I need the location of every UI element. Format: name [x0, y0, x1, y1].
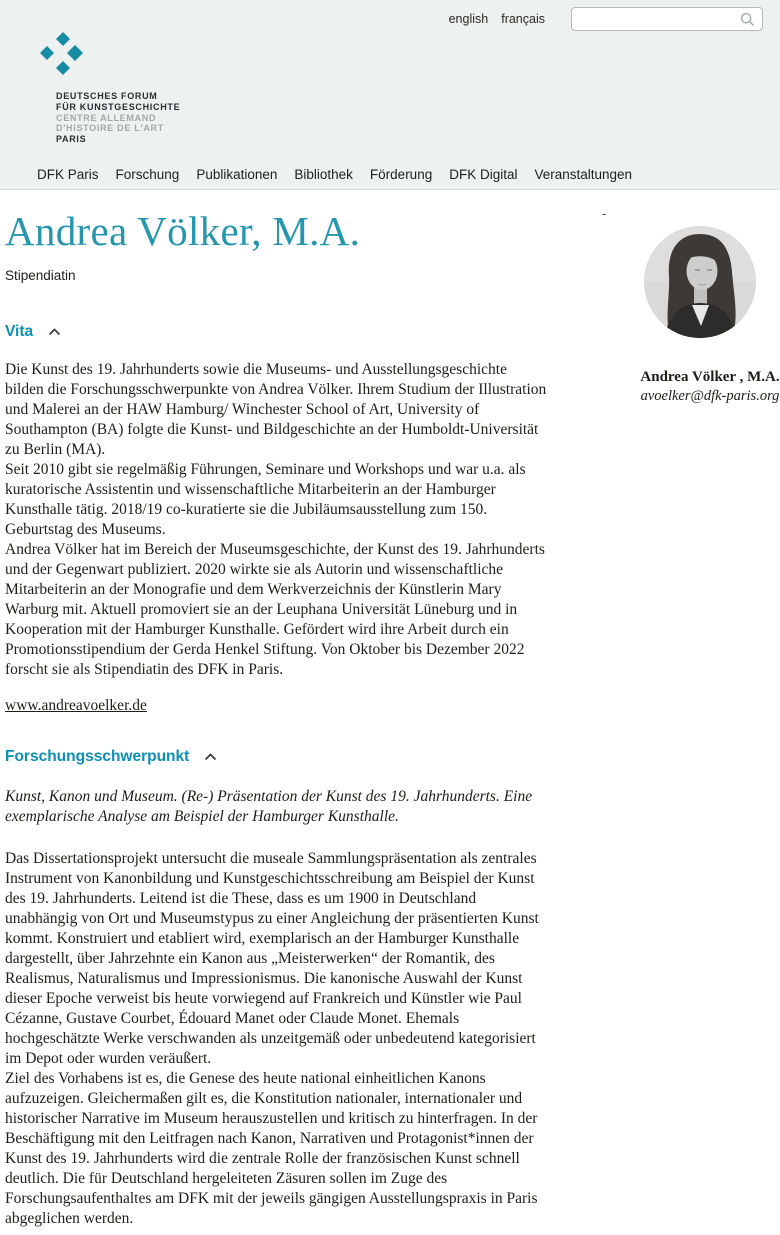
- logo-line: CENTRE ALLEMAND: [56, 112, 157, 123]
- dfk-logo[interactable]: [40, 28, 180, 145]
- forschungsschwerpunkt-section-toggle[interactable]: [5, 749, 560, 765]
- personal-website-link[interactable]: www.andreavoelker.de: [5, 697, 147, 714]
- logo-line: FÜR KUNSTGESCHICHTE: [56, 101, 181, 112]
- chevron-up-icon[interactable]: [204, 753, 217, 761]
- dash-mark: -: [602, 206, 607, 221]
- page-title: Andrea Völker, M.A.: [5, 208, 361, 254]
- contact-email[interactable]: avoelker@dfk-paris.org: [640, 388, 780, 404]
- nav-item-publikationen[interactable]: Publikationen: [196, 167, 278, 182]
- main-content: [0, 190, 560, 1229]
- main-navigation: [37, 167, 632, 182]
- research-text: [5, 849, 548, 1229]
- search-box[interactable]: [571, 7, 763, 31]
- forschungsschwerpunkt-section-heading: Forschungsschwerpunkt: [5, 748, 190, 765]
- logo-line: DEUTSCHES FORUM: [56, 91, 158, 101]
- nav-item-dfk-paris[interactable]: DFK Paris: [37, 167, 99, 182]
- vita-section-heading: Vita: [5, 323, 34, 340]
- search-icon[interactable]: [740, 12, 755, 27]
- language-link-francais[interactable]: français: [501, 12, 545, 26]
- research-paragraph: Ziel des Vorhabens ist es, die Genese des heute national einheitlichen Kanons aufzuzeigen. Gleichermaßen gilt es, die Konstitution nationaler, internationaler und historischer Narrative im Museum herauszustellen und kritisch zu hinterfragen. In der Beschäftigung mit den Leitfragen nach Kanon, Narrativen und Protagonist*innen der Kunst des 19. Jahrhunderts wird die zentrale Rolle der französischen Kunst schnell deutlich. Die für Deutschland hergeleiteten Zäsuren sollen im Zuge des Forschungsaufenthaltes am DFK mit der jeweils gängigen Ausstellungspraxis in Paris abgeglichen werden.: [5, 1070, 538, 1227]
- nav-item-foerderung[interactable]: Förderung: [369, 167, 433, 182]
- nav-item-dfk-digital[interactable]: DFK Digital: [449, 167, 518, 182]
- language-link-english[interactable]: english: [448, 12, 489, 26]
- portrait-photo: [644, 226, 756, 338]
- contact-name: Andrea Völker , M.A.: [640, 369, 780, 385]
- nav-item-veranstaltungen[interactable]: Veranstaltungen: [534, 167, 633, 182]
- site-header: [0, 0, 780, 190]
- vita-paragraph: Seit 2010 gibt sie regelmäßig Führungen, Seminare und Workshops und war u.a. als kuratorische Assistentin und wissenschaftliche Mitarbeiterin an der Hamburger Kunsthalle tätig. 2018/19 co-kuratierte sie die Jubiläumsausstellung zum 150. Geburtstag des Museums.: [5, 461, 526, 538]
- dfk-logo-diamonds-icon: [40, 28, 180, 83]
- vita-paragraph: Andrea Völker hat im Bereich der Museumsgeschichte, der Kunst des 19. Jahrhunderts und der Gegenwart publiziert. 2020 wirkte sie als Autorin und wissenschaftliche Mitarbeiterin an der Monografie und dem Werkverzeichnis der Künstlerin Mary Warburg mit. Aktuell promoviert sie an der Leuphana Universität Lüneburg und in Kooperation mit der Hamburger Kunsthalle. Gefördert wird ihre Arbeit durch ein Promotionsstipendium der Gerda Henkel Stiftung. Von Oktober bis Dezember 2022 forscht sie als Stipendiatin des DFK in Paris.: [5, 541, 545, 678]
- logo-line: D'HISTOIRE DE L'ART: [56, 123, 164, 134]
- top-utility-bar: [449, 7, 763, 31]
- logo-line: PARIS: [56, 134, 87, 145]
- contact-card: [630, 368, 780, 406]
- research-project-title: Kunst, Kanon und Museum. (Re-) Präsentation der Kunst des 19. Jahrhunderts. Eine exemplarische Analyse am Beispiel der Hamburger Kunsthalle.: [5, 788, 533, 825]
- vita-text: [5, 360, 548, 680]
- search-input[interactable]: [579, 8, 740, 30]
- research-paragraph: Das Dissertationsprojekt untersucht die museale Sammlungspräsentation als zentrales Instrument von Kanonbildung und Kunstgeschichtsschreibung am Beispiel der Kunst des 19. Jahrhunderts. Leitend ist die These, dass es um 1900 in Deutschland unabhängig von Ort und Museumstypus zu einer Angleichung der präsentierten Kunst kommt. Konstruiert und etabliert wird, exemplarisch an der Hamburger Kunsthalle dargestellt, über Jahrzehnte ein Kanon aus „Meisterwerken“ der Romantik, des Realismus, Naturalismus und Impressionismus. Die kanonische Auswahl der Kunst dieser Epoche verweist bis heute vorwiegend auf Frankreich und Künstler wie Paul Cézanne, Gustave Courbet, Édouard Manet oder Claude Monet. Ehemals hochgeschätzte Werke verschwanden als unzeitgemäß oder unbedeutend kategorisiert im Depot oder wurden veräußert.: [5, 850, 539, 1067]
- language-switcher: [449, 12, 545, 26]
- nav-item-forschung[interactable]: Forschung: [115, 167, 180, 182]
- role-subtitle: Stipendiatin: [5, 268, 76, 283]
- nav-item-bibliothek[interactable]: Bibliothek: [294, 167, 353, 182]
- vita-paragraph: Die Kunst des 19. Jahrhunderts sowie die Museums- und Ausstellungsgeschichte bilden die Forschungsschwerpunkte von Andrea Völker. Ihrem Studium der Illustration und Malerei an der HAW Hamburg/ Winchester School of Art, University of Southampton (BA) folgte die Kunst- und Bildgeschichte an der Humboldt-Universität zu Berlin (MA).: [5, 361, 547, 458]
- vita-section-toggle[interactable]: [5, 324, 560, 340]
- chevron-up-icon[interactable]: [48, 328, 61, 336]
- dfk-logo-wordmark: [56, 91, 180, 145]
